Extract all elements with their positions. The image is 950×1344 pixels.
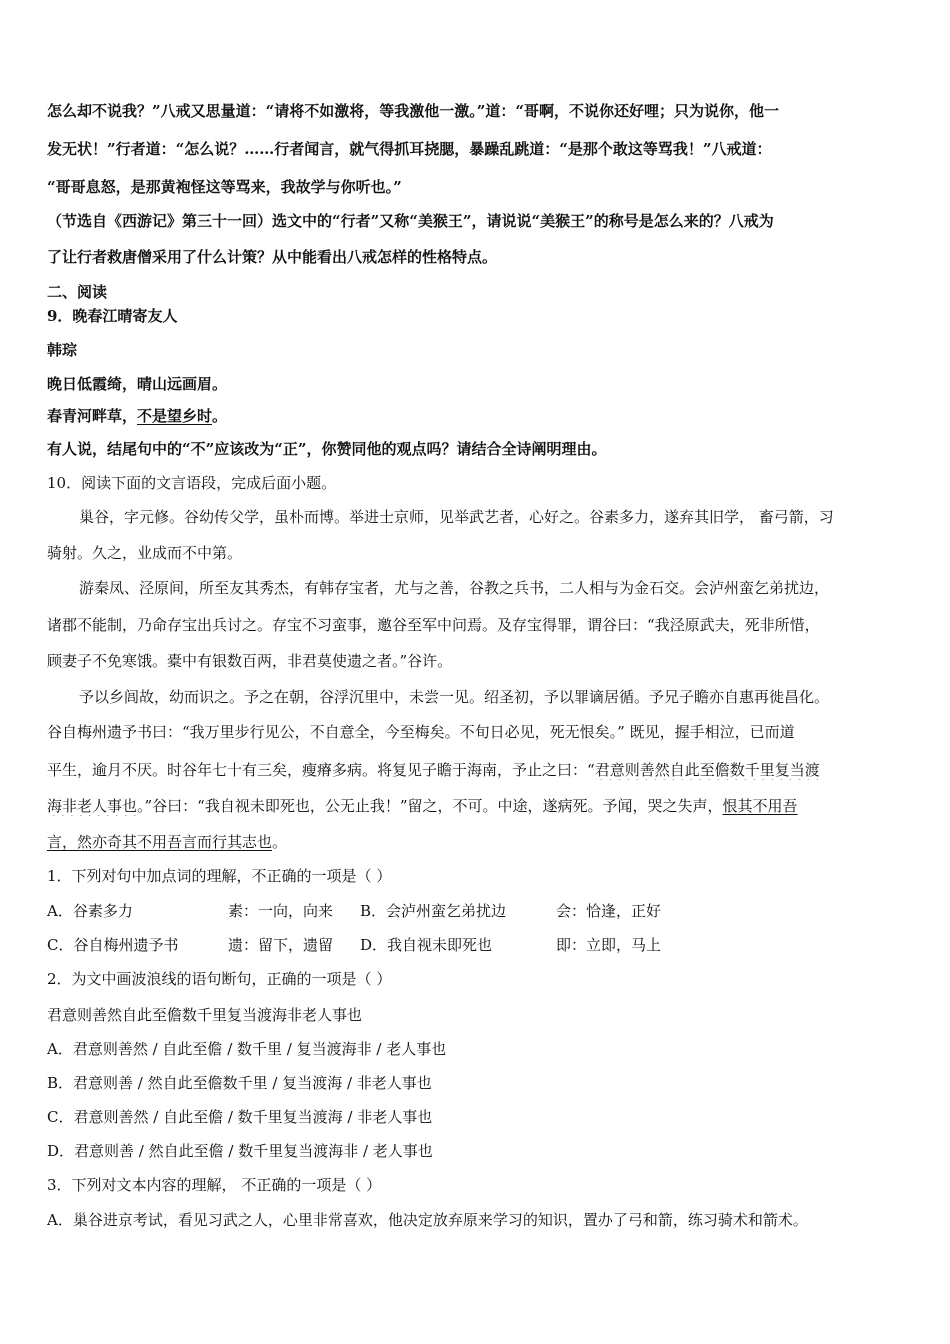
- option-a: A．巢谷进京考试，看见习武之人，心里非常喜欢，他决定放弃原来学习的知识，置办了弓和箭，练习骑术和箭术。: [47, 1211, 808, 1229]
- sub-question-1-stem: 1．下列对句中加点词的理解，不正确的一项是（ ）: [47, 867, 392, 885]
- underlined-phrase: 不是望乡时: [137, 407, 213, 425]
- classical-text-line: [47, 832, 907, 852]
- option-a-gloss: 素：一向，向来: [228, 902, 334, 920]
- question-8-prompt: （节选自《西游记》第三十一回）选文中的“行者”又称“美猴王”，请说说“美猴王”的称号是怎么来的？八戒为: [47, 212, 774, 230]
- option-d: D．君意则善 / 然自此至儋 / 数千里复当渡海非 / 老人事也: [47, 1142, 433, 1160]
- passage-line: 怎么却不说我？”八戒又思量道：“请将不如激将，等我激他一激。”道：“哥啊，不说你还好哩；只为说你，他一: [47, 102, 780, 120]
- poem-line: [47, 406, 907, 426]
- classical-text-line: 诸郡不能制，乃命存宝出兵讨之。存宝不习蛮事，邀谷至军中问焉。及存宝得罪，谓谷曰：“我泾原武夫，死非所惜，: [47, 616, 820, 634]
- sub-question-2-sentence: 君意则善然自此至儋数千里复当渡海非老人事也: [47, 1006, 363, 1024]
- text-segment: 平生，逾月不厌。时谷年七十有三矣，瘦瘠多病。将复见子瞻于海南，予止之曰：“: [47, 761, 595, 779]
- option-b: B．会泸州蛮乞弟扰边: [360, 902, 507, 920]
- text-segment: 。”谷曰：“我自视未即死也，公无止我！”留之，不可。中途，遂病死。予闻，哭之失声，: [137, 797, 723, 815]
- option-d-gloss: 即：立即，马上: [556, 936, 662, 954]
- option-b: B．君意则善 / 然自此至儋数千里 / 复当渡海 / 非老人事也: [47, 1074, 432, 1092]
- question-9-prompt: 有人说，结尾句中的“不”应该改为“正”，你赞同他的观点吗？请结合全诗阐明理由。: [47, 440, 607, 458]
- question-9-title: 9．晚春江晴寄友人: [47, 307, 178, 325]
- poem-text: 春青河畔草，: [47, 407, 138, 425]
- classical-text-line: 骑射。久之，业成而不中第。: [47, 544, 243, 562]
- classical-text-line: 游秦凤、泾原间，所至友其秀杰，有韩存宝者，尤与之善，谷教之兵书，二人相与为金石交。会泸州蛮乞弟扰边，: [79, 579, 830, 597]
- section-heading: 二、阅读: [47, 283, 108, 301]
- question-10-intro: 10．阅读下面的文言语段，完成后面小题。: [47, 474, 337, 492]
- underlined-phrase: 恨其不用吾: [722, 797, 798, 815]
- classical-text-line: 予以乡闾故，幼而识之。予之在朝，谷浮沉里中，未尝一见。绍圣初，予以罪谪居循。予兄子瞻亦自惠再徙昌化。: [79, 688, 830, 706]
- option-c: C．谷自梅州遗予书: [47, 936, 179, 954]
- classical-text-line: 巢谷，字元修。谷幼传父学，虽朴而博。举进士京师，见举武艺者，心好之。谷素多力，遂弃其旧学， 畜弓箭，习: [79, 508, 834, 526]
- option-d: D．我自视未即死也: [360, 936, 493, 954]
- classical-text-line: 顾妻子不免寒饿。橐中有银数百两，非君莫使遗之者。”谷许。: [47, 652, 453, 670]
- poem-text: 。: [212, 407, 228, 425]
- classical-text-line: 谷自梅州遗予书曰：“我万里步行见公，不自意全，今至梅矣。不旬日必见，死无恨矣。” 既见，握手相泣，已而道: [47, 723, 795, 741]
- classical-text-line: [47, 796, 907, 816]
- sub-question-3-stem: 3．下列对文本内容的理解， 不正确的一项是（ ）: [47, 1176, 382, 1194]
- wavy-underlined-phrase: 君意则善然自此至儋数千里复当渡: [594, 761, 820, 779]
- underlined-phrase: 言，然亦奇其不用吾言而行其志也: [47, 833, 273, 851]
- poem-line: 晚日低霞绮，晴山远画眉。: [47, 375, 228, 393]
- poem-author: 韩琮: [47, 341, 78, 359]
- option-a: A．君意则善然 / 自此至儋 / 数千里 / 复当渡海非 / 老人事也: [47, 1040, 447, 1058]
- passage-line: 发无状！”行者道：“怎么说？……行者闻言，就气得抓耳挠腮，暴躁乱跳道：“是那个敢这等骂我！”八戒道：: [47, 140, 772, 158]
- sub-question-2-stem: 2．为文中画波浪线的语句断句，正确的一项是（ ）: [47, 970, 392, 988]
- option-c-gloss: 遗：留下，遗留: [228, 936, 334, 954]
- option-c: C．君意则善然 / 自此至儋 / 数千里复当渡海 / 非老人事也: [47, 1108, 433, 1126]
- classical-text-line: [47, 760, 907, 780]
- option-a: A．谷素多力: [47, 902, 133, 920]
- question-8-prompt: 了让行者救唐僧采用了什么计策？从中能看出八戒怎样的性格特点。: [47, 248, 498, 266]
- text-segment: 。: [272, 833, 288, 851]
- wavy-underlined-phrase: 海非老人事也: [47, 797, 138, 815]
- option-b-gloss: 会：恰逢，正好: [556, 902, 662, 920]
- passage-line: “哥哥息怒，是那黄袍怪这等骂来，我故学与你听也。”: [47, 178, 402, 196]
